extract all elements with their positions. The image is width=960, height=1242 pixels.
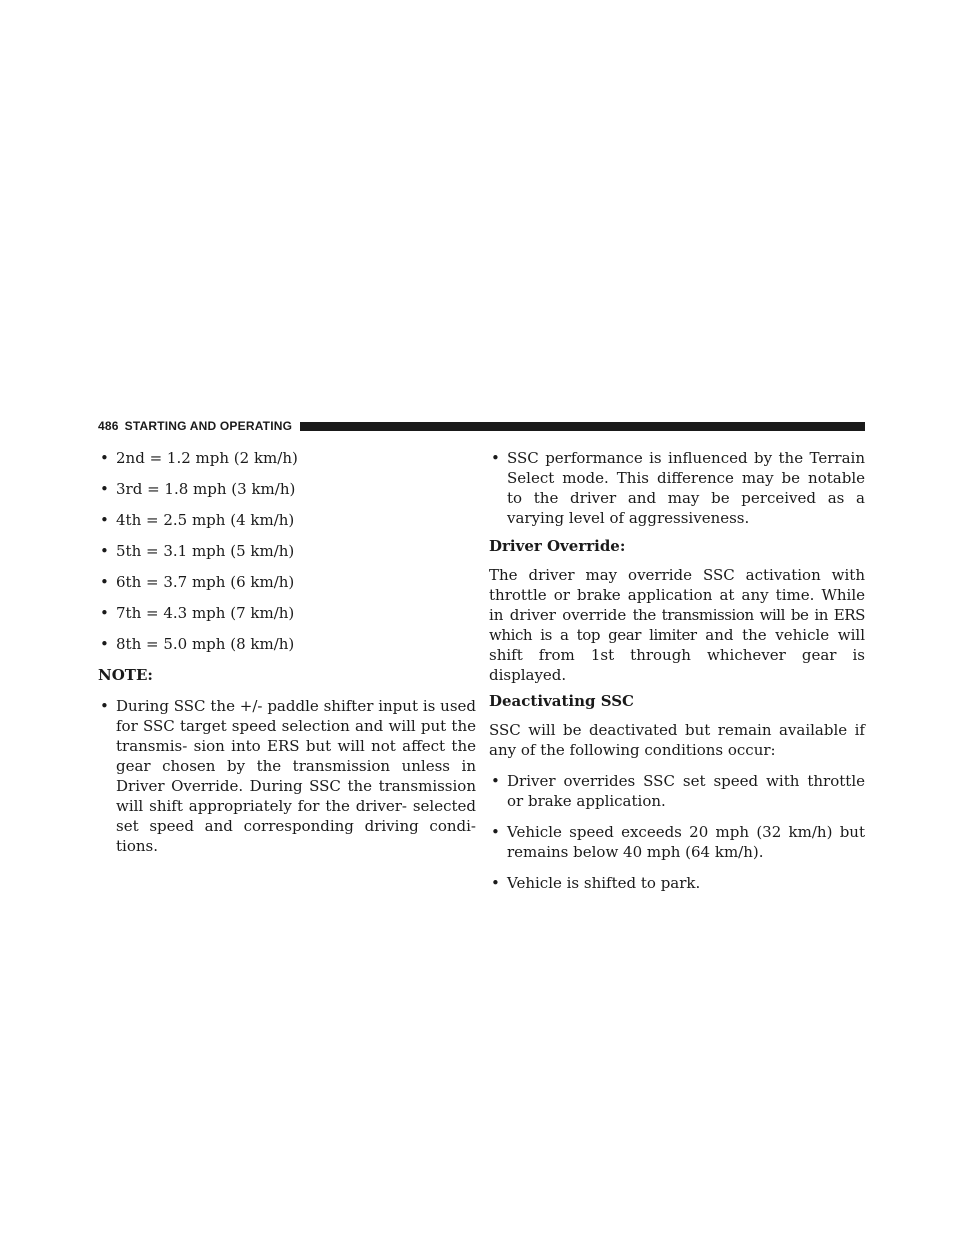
note-heading: NOTE:	[98, 666, 153, 684]
page-header	[98, 418, 865, 434]
bullet-icon: •	[100, 511, 109, 529]
bullet-icon: •	[100, 480, 109, 498]
driver-override-text: The driver may override SSC activation with throttle or brake application at any time. While in driver override the transmission will be in ERS which is a top gear limiter and the vehicle will shift from 1st through whichever gear is displayed.	[489, 566, 865, 684]
note-list	[98, 696, 476, 856]
deactivating-heading: Deactivating SSC	[489, 692, 634, 710]
terrain-select-list	[489, 448, 865, 528]
bullet-icon: •	[491, 449, 500, 467]
bullet-icon: •	[491, 874, 500, 892]
left-column	[98, 448, 476, 856]
bullet-icon: •	[100, 697, 109, 715]
list-item: • 5th = 3.1 mph (5 km/h)	[100, 542, 295, 560]
bullet-icon: •	[491, 823, 500, 841]
list-item: • 7th = 4.3 mph (7 km/h)	[100, 604, 295, 622]
list-item: • 4th = 2.5 mph (4 km/h)	[100, 511, 295, 529]
section-title: STARTING AND OPERATING	[124, 419, 293, 433]
header-rule	[300, 422, 865, 431]
bullet-icon: •	[100, 542, 109, 560]
list-item: • During SSC the +/- paddle shifter input is used for SSC target speed selection and will put the transmis- sion into ERS but will not affect the gear chosen by the transmission unless in Driver Override. During SSC the transmission will shift appropriately for the driver- selected set speed and corresponding driving condi- tions.	[100, 697, 476, 855]
list-item: • Driver overrides SSC set speed with throttle or brake application.	[491, 772, 865, 810]
page-number: 486	[98, 419, 119, 433]
driver-override-heading: Driver Override:	[489, 537, 626, 555]
right-column	[489, 448, 865, 904]
bullet-icon: •	[100, 604, 109, 622]
list-item: • 2nd = 1.2 mph (2 km/h)	[100, 449, 298, 467]
list-item: • 8th = 5.0 mph (8 km/h)	[100, 635, 295, 653]
list-item: • Vehicle is shifted to park.	[491, 874, 701, 892]
gear-speed-list	[98, 448, 476, 654]
deactivating-intro: SSC will be deactivated but remain available if any of the following conditions occur:	[489, 721, 865, 759]
list-item: • 3rd = 1.8 mph (3 km/h)	[100, 480, 296, 498]
bullet-icon: •	[100, 635, 109, 653]
list-item: • 6th = 3.7 mph (6 km/h)	[100, 573, 295, 591]
deactivating-conditions-list	[489, 771, 865, 893]
bullet-icon: •	[100, 449, 109, 467]
list-item: • SSC performance is influenced by the Terrain Select mode. This difference may be notable to the driver and may be perceived as a varying level of aggressiveness.	[491, 449, 865, 527]
bullet-icon: •	[100, 573, 109, 591]
list-item: • Vehicle speed exceeds 20 mph (32 km/h) but remains below 40 mph (64 km/h).	[491, 823, 865, 861]
bullet-icon: •	[491, 772, 500, 790]
